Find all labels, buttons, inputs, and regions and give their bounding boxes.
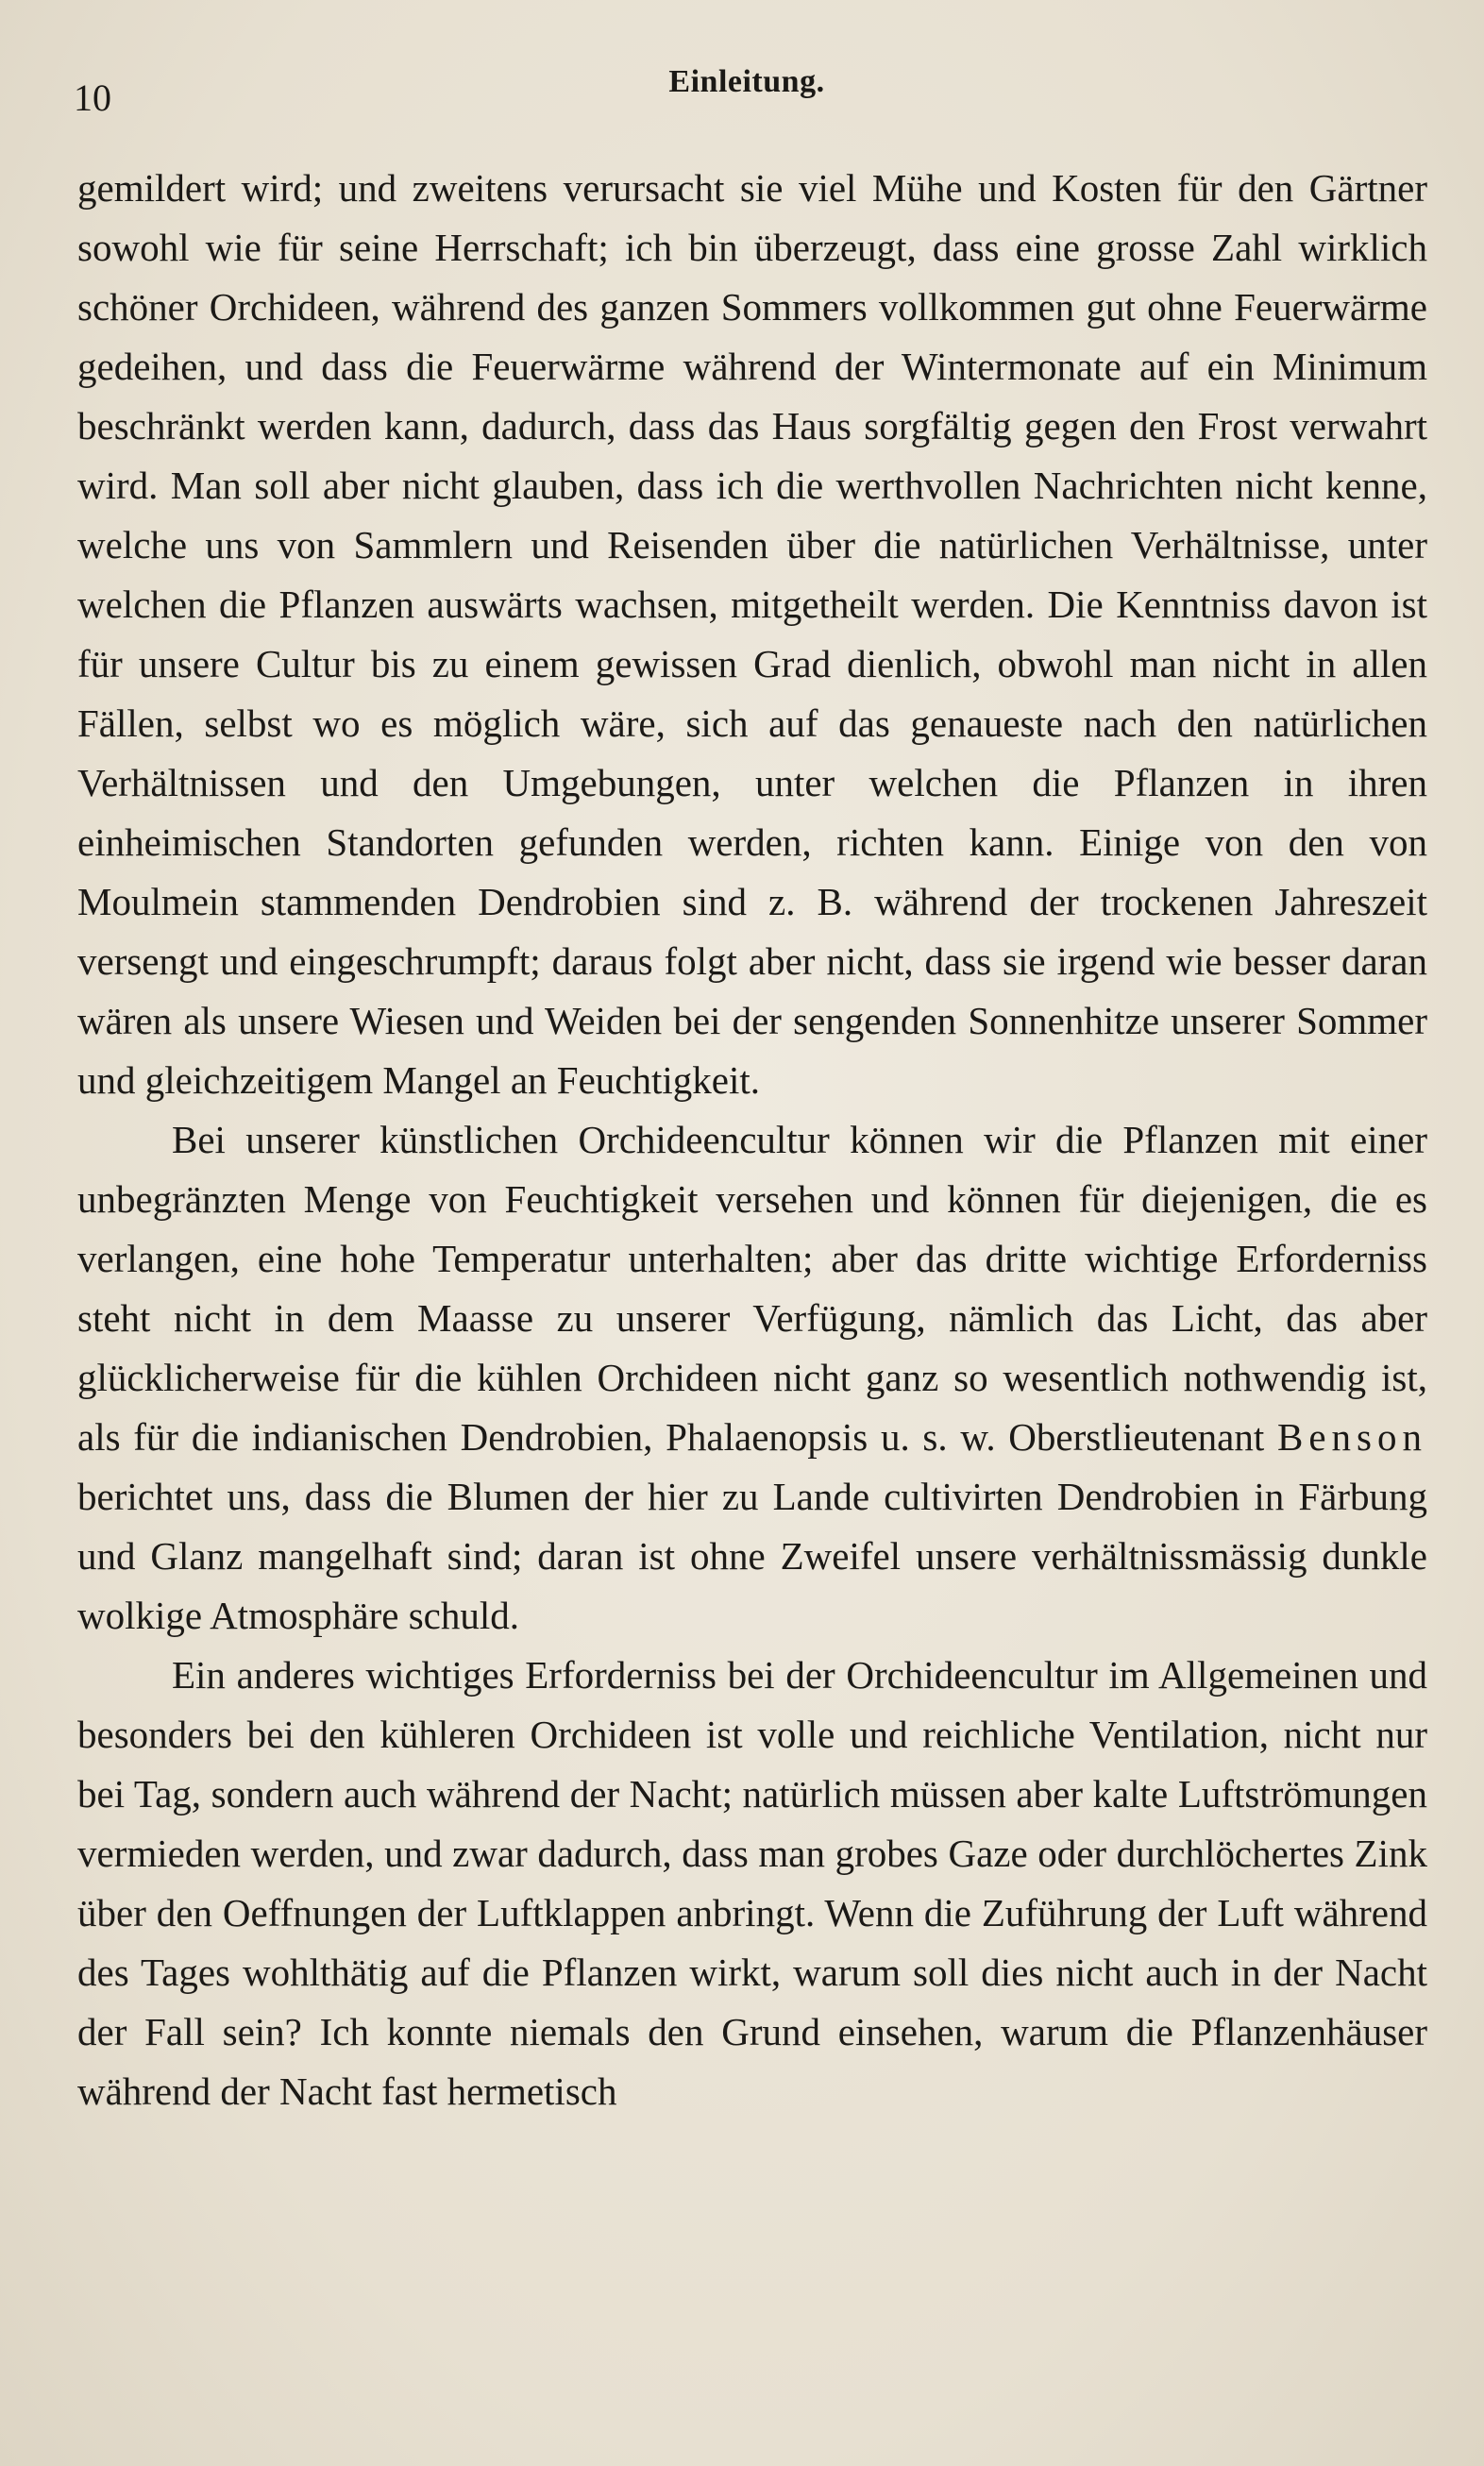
spaced-name-benson: Benson [1277,1415,1427,1459]
body-text [77,159,1427,2121]
paragraph-2 [77,1110,1427,1646]
running-head: Einleitung. [668,64,825,99]
paragraph-3: Ein anderes wichtiges Erforderniss bei der Orchideencultur im Allgemeinen und besonders bei den kühleren Orchideen ist volle und reichliche Ventilation, nicht nur bei Tag, sondern auch während der Nacht; natürlich müssen aber kalte Luftströmungen vermieden werden, und zwar dadurch, dass man grobes Gaze oder durchlöchertes Zink über den Oeffnungen der Luftklappen anbringt. Wenn die Zuführung der Luft während des Tages wohlthätig auf die Pflanzen wirkt, warum soll dies nicht auch in der Nacht der Fall sein? Ich konnte niemals den Grund einsehen, warum die Pflanzenhäuser während der Nacht fast hermetisch [77,1653,1427,2113]
paragraph-1: gemildert wird; und zweitens verursacht sie viel Mühe und Kosten für den Gärtner sowohl wie für seine Herrschaft; ich bin überzeugt, dass eine grosse Zahl wirklich schöner Orchideen, während des ganzen Sommers vollkommen gut ohne Feuerwärme gedeihen, und dass die Feuerwärme während der Wintermonate auf ein Minimum beschränkt werden kann, dadurch, dass das Haus sorgfältig gegen den Frost verwahrt wird. Man soll aber nicht glauben, dass ich die werthvollen Nachrichten nicht kenne, welche uns von Sammlern und Reisenden über die natürlichen Verhältnisse, unter welchen die Pflanzen auswärts wachsen, mitgetheilt werden. Die Kenntniss davon ist für unsere Cultur bis zu einem gewissen Grad dienlich, obwohl man nicht in allen Fällen, selbst wo es möglich wäre, sich auf das genaueste nach den natürlichen Verhältnissen und den Umgebungen, unter welchen die Pflanzen in ihren einheimischen Standorten gefunden werden, richten kann. Einige von den von Moulmein stammenden Dendrobien sind z. B. während der trockenen Jahreszeit versengt und eingeschrumpft; daraus folgt aber nicht, dass sie irgend wie besser daran wären als unsere Wiesen und Weiden bei der sengenden Sonnenhitze unserer Sommer und gleichzeitigem Mangel an Feuchtigkeit. [77,166,1427,1102]
paragraph-2-text-after: berichtet uns, dass die Blumen der hier zu Lande cultivirten Dendrobien in Färbung und Glanz mangelhaft sind; daran ist ohne Zweifel unsere verhältnissmässig dunkle wolkige Atmosphäre schuld. [77,1475,1427,1637]
page-number: 10 [74,76,111,119]
page-header [66,57,1427,123]
paragraph-2-text-before: Bei unserer künstlichen Orchideencultur können wir die Pflanzen mit einer unbegränzten Menge von Feuchtigkeit versehen und können für diejenigen, die es verlangen, eine hohe Temperatur unterhalten; aber das dritte wichtige Erforderniss steht nicht in dem Maasse zu unserer Verfügung, nämlich das Licht, das aber glücklicherweise für die kühlen Orchideen nicht ganz so wesentlich nothwendig ist, als für die indianischen Dendrobien, Phalaenopsis u. s. w. Oberstlieutenant [77,1118,1427,1459]
